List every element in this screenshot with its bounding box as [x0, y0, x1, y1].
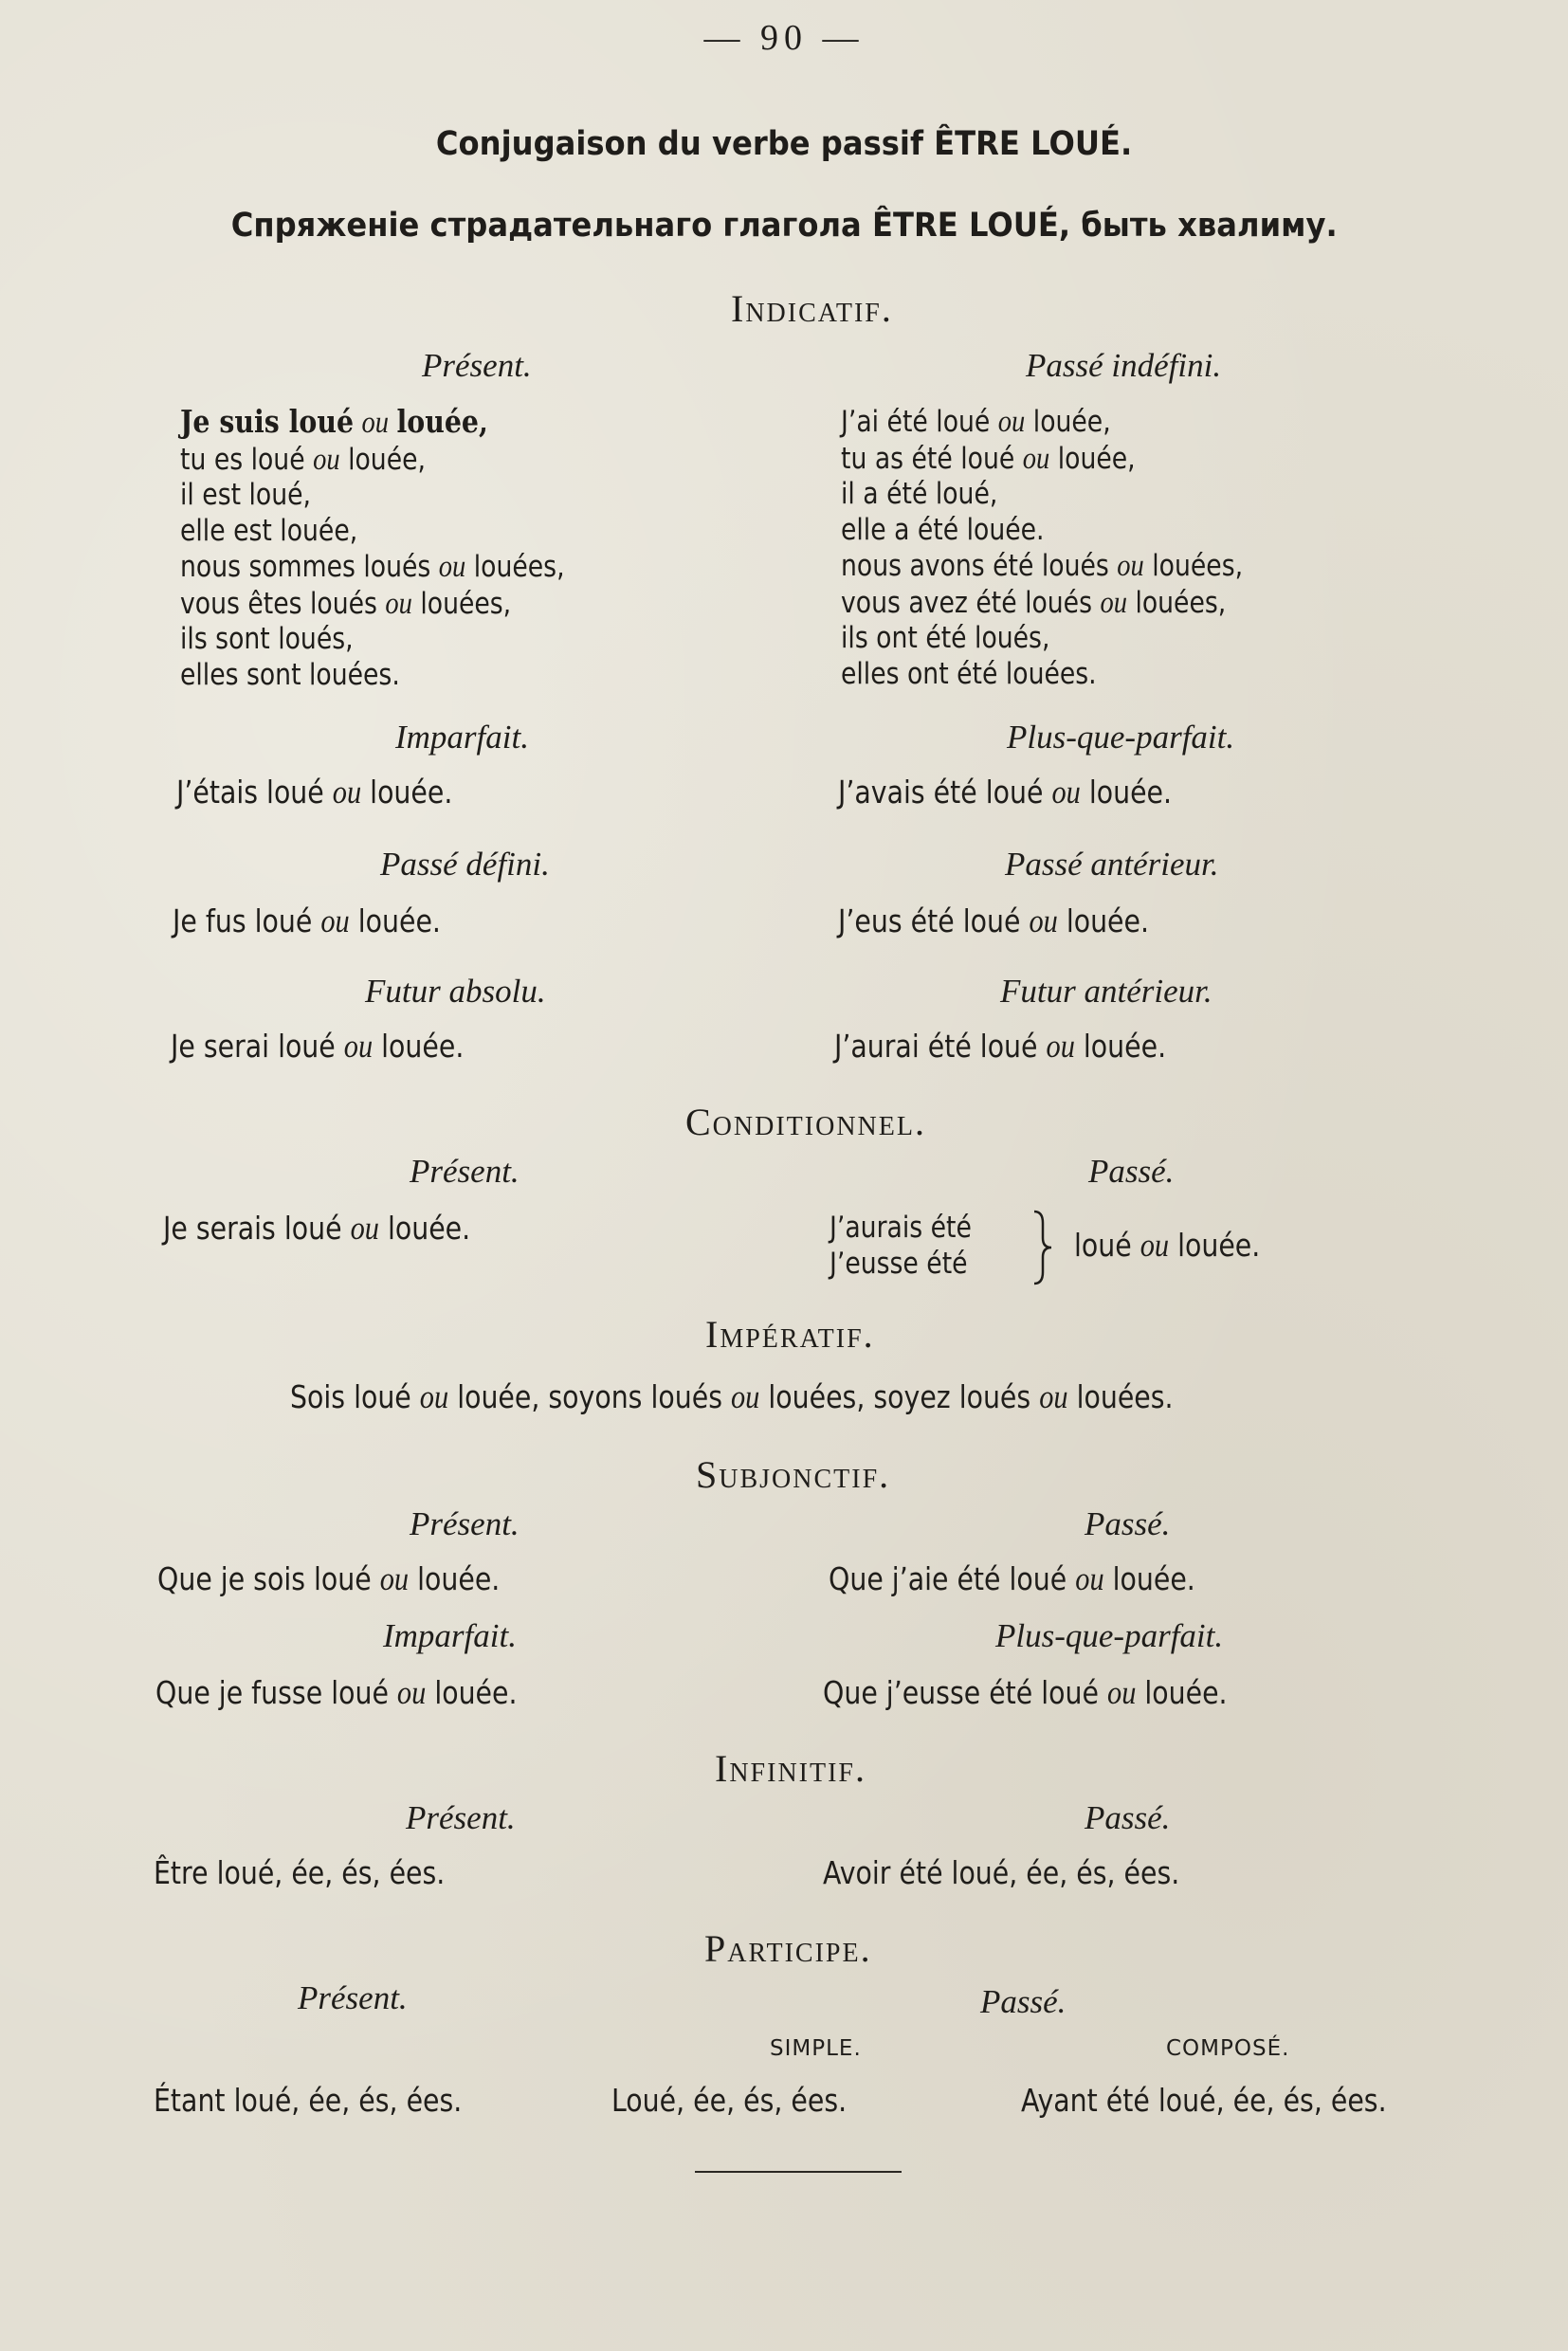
text-passe-anterieur: J’eus été loué ou louée.: [838, 902, 1150, 939]
label-cond-present: Présent.: [410, 1153, 520, 1190]
text-imparfait: J’étais loué ou louée.: [176, 774, 453, 811]
text-cond-passe-lines: J’aurais été J’eusse été: [830, 1211, 972, 1281]
title-ru-wrap: [0, 207, 1568, 245]
label-plus-que-parfait: Plus-que-parfait.: [1007, 719, 1235, 756]
text-part-compose: Ayant été loué, ée, és, ées.: [1021, 2082, 1387, 2119]
label-imparfait: Imparfait.: [395, 719, 529, 756]
text-inf-passe: Avoir été loué, ée, és, ées.: [823, 1854, 1180, 1891]
label-subj-plus-que-parfait: Plus-que-parfait.: [995, 1617, 1224, 1654]
text-futur-absolu: Je serai loué ou louée.: [171, 1028, 465, 1065]
brace-icon: [1030, 1210, 1055, 1285]
label-subj-imparfait: Imparfait.: [383, 1617, 517, 1654]
text-part-present: Étant loué, ée, és, ées.: [154, 2082, 463, 2119]
label-part-simple: SIMPLE.: [770, 2036, 862, 2061]
text-passe-defini: Je fus loué ou louée.: [173, 902, 441, 939]
text-subj-present: Que je sois loué ou louée.: [157, 1560, 501, 1597]
label-ind-present: Présent.: [422, 347, 532, 384]
text-subj-plus-que-parfait: Que j’eusse été loué ou louée.: [823, 1674, 1228, 1711]
title-fr: Conjugaison du verbe passif ÊTRE LOUÉ.: [435, 125, 1133, 163]
title-fr-wrap: [0, 125, 1568, 163]
text-inf-present: Être loué, ée, és, ées.: [154, 1854, 446, 1891]
heading-subjonctif: Subjonctif.: [696, 1453, 891, 1496]
label-cond-passe: Passé.: [1088, 1153, 1175, 1190]
text-cond-passe-result: loué ou louée.: [1074, 1227, 1261, 1264]
text-cond-present: Je serais loué ou louée.: [163, 1210, 471, 1247]
label-subj-present: Présent.: [410, 1505, 520, 1542]
label-futur-anterieur: Futur antérieur.: [1000, 973, 1212, 1010]
label-part-present: Présent.: [298, 1979, 408, 2016]
label-inf-present: Présent.: [406, 1799, 516, 1836]
text-subj-imparfait: Que je fusse loué ou louée.: [155, 1674, 518, 1711]
label-part-compose: COMPOSÉ.: [1166, 2036, 1290, 2061]
label-passe-anterieur: Passé antérieur.: [1005, 846, 1219, 883]
heading-indicatif: Indicatif.: [731, 287, 893, 330]
heading-infinitif: Infinitif.: [715, 1747, 866, 1790]
end-rule: [695, 2171, 902, 2173]
label-part-passe: Passé.: [980, 1983, 1067, 2020]
label-subj-passe: Passé.: [1085, 1505, 1171, 1542]
page-number: — 90 —: [703, 18, 865, 58]
block-ind-present: Je suis loué ou louée, tu es loué ou louée, il est loué, elle est louée, nous sommes loués ou louées, vous êtes loués ou louées, ils sont loués, elles sont louées.: [180, 403, 565, 692]
first-line-a: Je suis loué: [180, 403, 355, 440]
label-passe-defini: Passé défini.: [380, 846, 550, 883]
title-ru: Спряженіе страдательнаго глагола ÊTRE LOUÉ, быть хвалиму.: [230, 207, 1338, 245]
block-ind-passe-indefini: J’ai été loué ou louée, tu as été loué ou louée, il a été loué, elle a été louée. nous avons été loués ou louées, vous avez été loués ou louées, ils ont été loués, elles ont été louées.: [841, 404, 1244, 691]
label-ind-passe-indefini: Passé indéfini.: [1026, 347, 1222, 384]
text-futur-anterieur: J’aurai été loué ou louée.: [834, 1028, 1167, 1065]
text-imperatif: Sois loué ou louée, soyons loués ou louées, soyez loués ou louées.: [290, 1378, 1174, 1415]
heading-imperatif: Impératif.: [705, 1313, 875, 1356]
heading-participe: Participe.: [704, 1927, 872, 1970]
label-futur-absolu: Futur absolu.: [365, 973, 546, 1010]
text-plus-que-parfait: J’avais été loué ou louée.: [838, 774, 1173, 811]
text-part-simple: Loué, ée, és, ées.: [611, 2082, 848, 2119]
heading-conditionnel: Conditionnel.: [685, 1101, 926, 1143]
label-inf-passe: Passé.: [1085, 1799, 1171, 1836]
text-subj-passe: Que j’aie été loué ou louée.: [829, 1560, 1195, 1597]
